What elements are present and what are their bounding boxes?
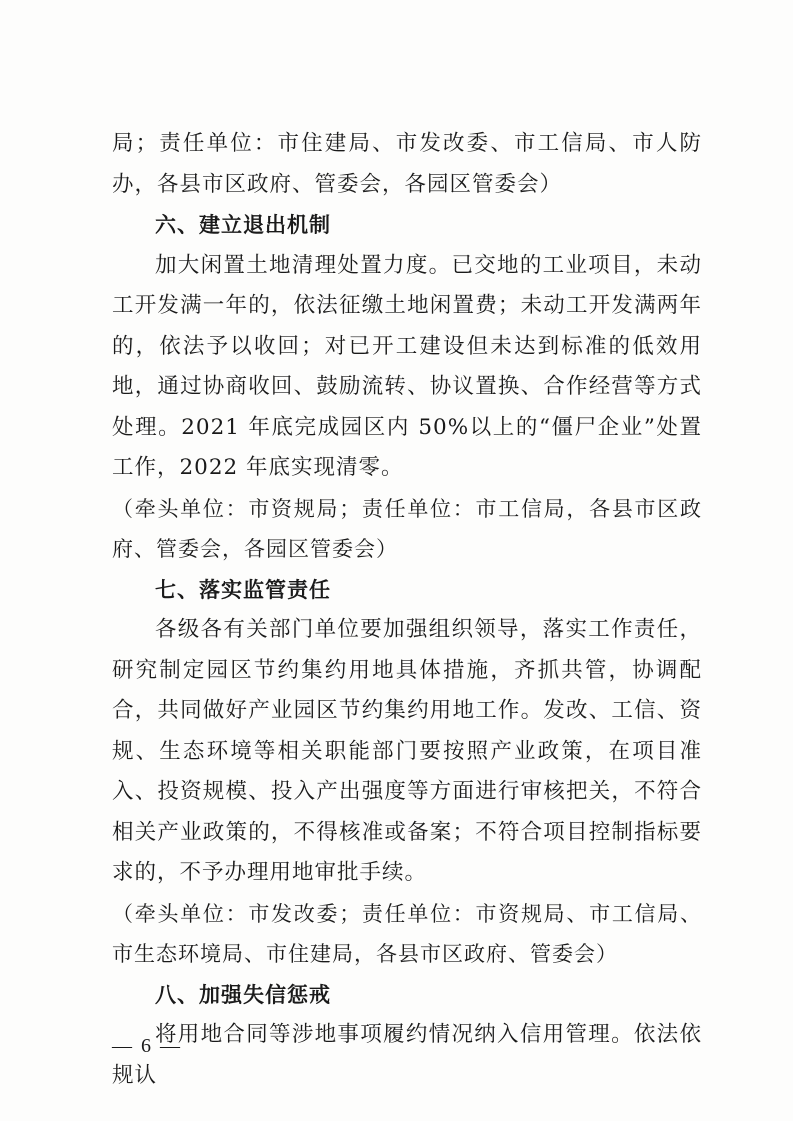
- page-number: — 6 —: [112, 1035, 182, 1057]
- section-6-responsibility: （牵头单位：市资规局；责任单位：市工信局，各县市区政府、管委会，各园区管委会）: [112, 496, 702, 561]
- section-heading-7: 七、落实监管责任: [155, 577, 331, 602]
- section-8-body: 将用地合同等涉地事项履约情况纳入信用管理。依法依规认: [112, 1022, 702, 1088]
- carryover-paragraph: 局；责任单位：市住建局、市发改委、市工信局、市人防办，各县市区政府、管委会，各园区管委会）: [112, 131, 702, 197]
- section-7-responsibility: （牵头单位：市发改委；责任单位：市资规局、市工信局、市生态环境局、市住建局，各县市区政府、管委会）: [112, 901, 702, 966]
- section-7-body: 各级各有关部门单位要加强组织领导，落实工作责任，研究制定园区节约集约用地具体措施，齐抓共管，协调配合，共同做好产业园区节约集约用地工作。发改、工信、资规、生态环境等相关职能部门要按照产业政策，在项目准入、投资规模、投入产出强度等方面进行审核把关，不符合相关产业政策的，不得核准或备案；不符合项目控制指标要求的，不予办理用地审批手续。: [112, 617, 702, 885]
- section-6-body: 加大闲置土地清理处置力度。已交地的工业项目，未动工开发满一年的，依法征缴土地闲置费；未动工开发满两年的，依法予以收回；对已开工建设但未达到标准的低效用地，通过协商收回、鼓励流转、协议置换、合作经营等方式处理。2021 年底完成园区内 50%以上的“僵尸企业”处置工作，2022 年底实现清零。: [112, 252, 702, 480]
- section-heading-6: 六、建立退出机制: [155, 213, 331, 237]
- section-heading-8: 八、加强失信惩戒: [155, 982, 331, 1007]
- document-body: [112, 124, 702, 1096]
